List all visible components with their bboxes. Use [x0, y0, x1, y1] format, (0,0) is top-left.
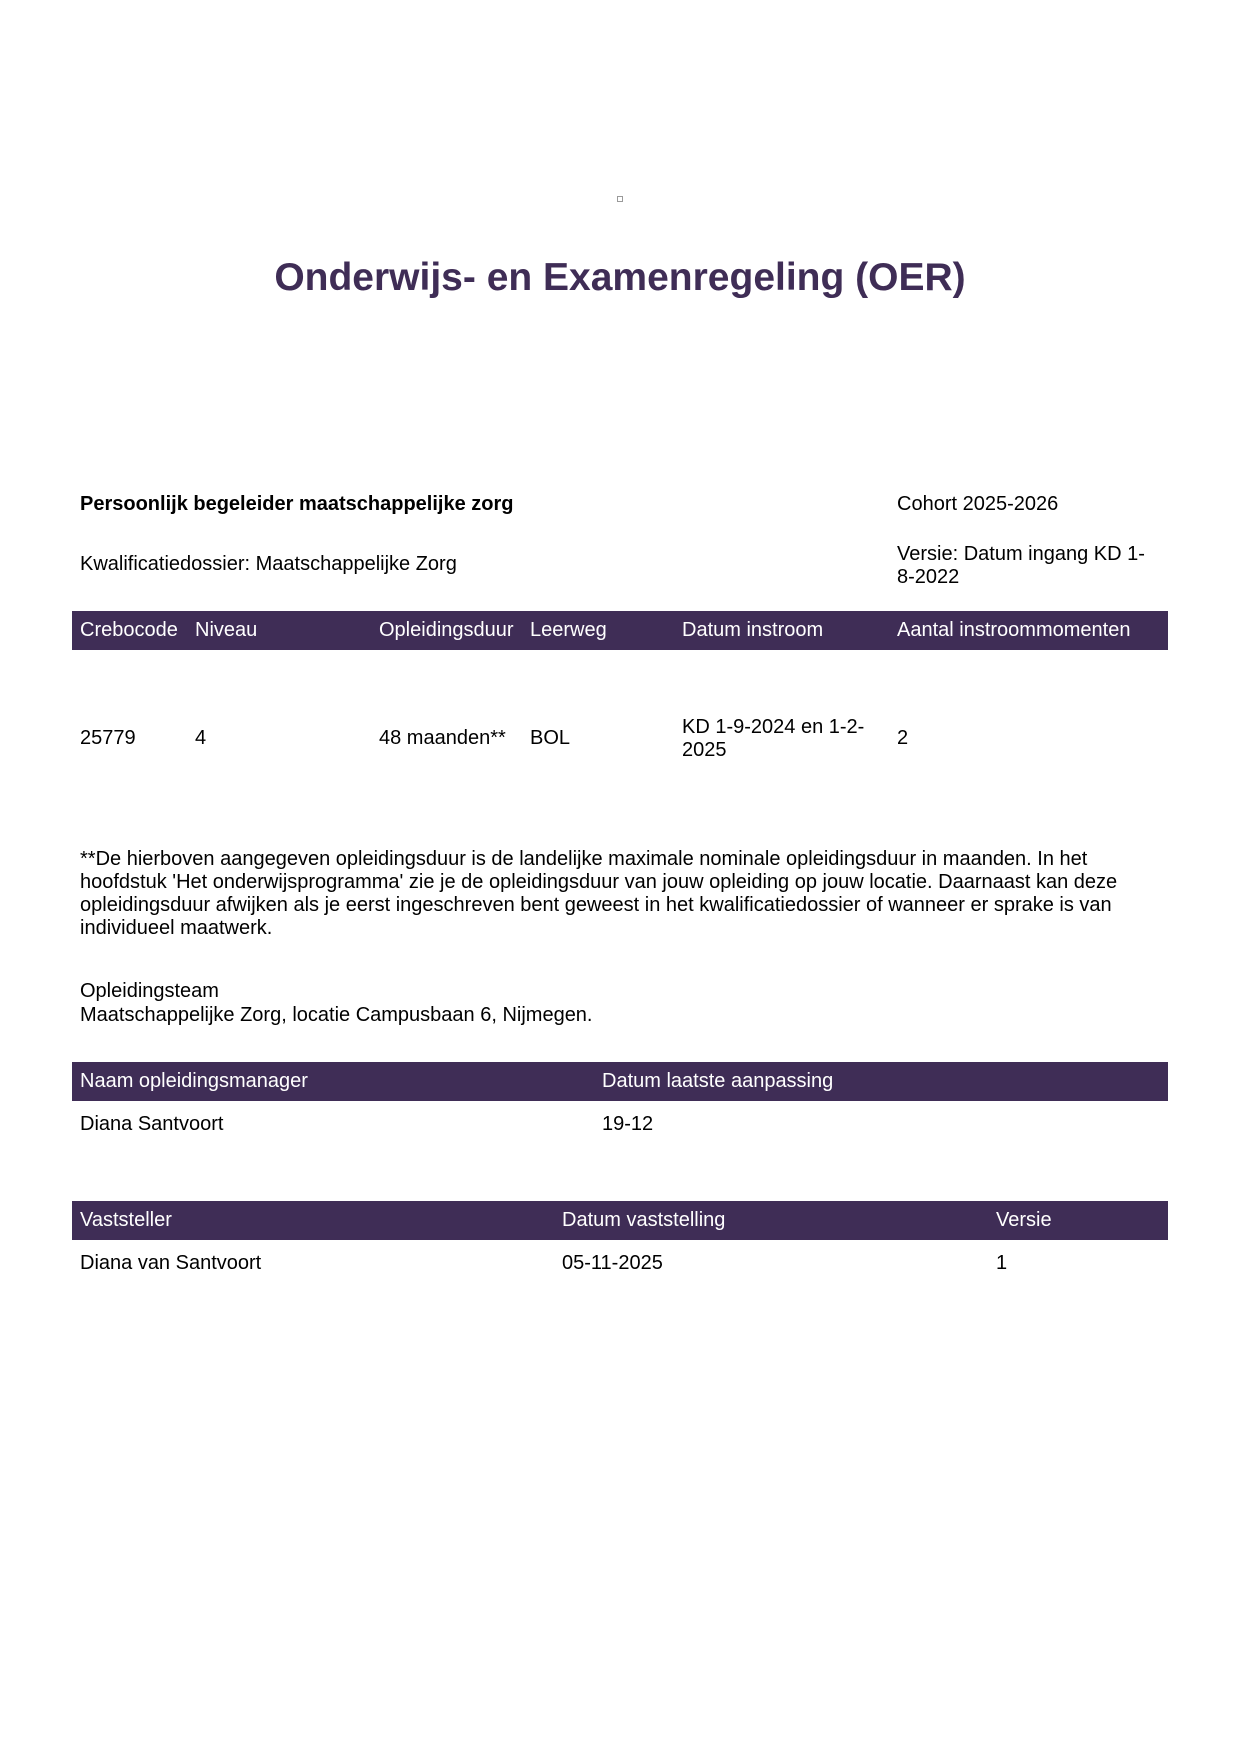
program-name: Persoonlijk begeleider maatschappelijke zorg: [80, 493, 514, 515]
manager-table-header: [72, 1062, 1168, 1101]
header-crebocode: Crebocode: [80, 619, 178, 641]
cell-datum-vaststelling: 05-11-2025: [562, 1252, 663, 1274]
cell-laatste-aanpassing: 19-12: [602, 1113, 654, 1135]
cell-leerweg: BOL: [530, 727, 571, 749]
cell-opleidingsduur: 48 maanden**: [379, 727, 506, 749]
versie-label: Versie: Datum ingang KD 1-8-2022: [897, 543, 1145, 588]
cell-crebocode: 25779: [80, 727, 136, 749]
header-vaststeller: Vaststeller: [80, 1209, 172, 1231]
header-datum-vaststelling: Datum vaststelling: [562, 1209, 726, 1231]
header-leerweg: Leerweg: [530, 619, 607, 641]
header-versie: Versie: [996, 1209, 1052, 1231]
header-naam-opleidingsmanager: Naam opleidingsmanager: [80, 1070, 308, 1092]
details-table-header: [72, 611, 1168, 650]
logo-placeholder-icon: [617, 196, 623, 202]
header-datum-instroom: Datum instroom: [682, 619, 824, 641]
cell-manager-name: Diana Santvoort: [80, 1113, 224, 1135]
kwalificatiedossier-label: Kwalificatiedossier: Maatschappelijke Zorg: [80, 553, 457, 575]
team-label: Opleidingsteam: [80, 980, 219, 1002]
cell-aantal-instroommomenten: 2: [897, 727, 909, 749]
cell-versie: 1: [996, 1252, 1008, 1274]
vaststelling-table-header: [72, 1201, 1168, 1240]
cohort-label: Cohort 2025-2026: [897, 493, 1059, 515]
cell-vaststeller: Diana van Santvoort: [80, 1252, 262, 1274]
page-title: Onderwijs- en Examenregeling (OER): [274, 256, 966, 299]
footnote: **De hierboven aangegeven opleidingsduur is de landelijke maximale nominale opleidingsduur in maanden. In het hoofdstuk 'Het onderwijsprogramma' zie je de opleidingsduur van jouw opleiding op jouw locatie. Daarnaast kan deze opleidingsduur afwijken als je eerst ingeschreven bent geweest in het kwalificatiedossier of wanneer er sprake is van individueel maatwerk.: [80, 848, 1118, 939]
cell-datum-instroom: KD 1-9-2024 en 1-2-2025: [682, 716, 865, 761]
header-opleidingsduur: Opleidingsduur: [379, 619, 514, 641]
header-niveau: Niveau: [195, 619, 258, 641]
header-datum-laatste-aanpassing: Datum laatste aanpassing: [602, 1070, 834, 1092]
header-aantal-instroommomenten: Aantal instroommomenten: [897, 619, 1131, 641]
team-location: Maatschappelijke Zorg, locatie Campusbaan 6, Nijmegen.: [80, 1004, 593, 1026]
cell-niveau: 4: [195, 727, 207, 749]
